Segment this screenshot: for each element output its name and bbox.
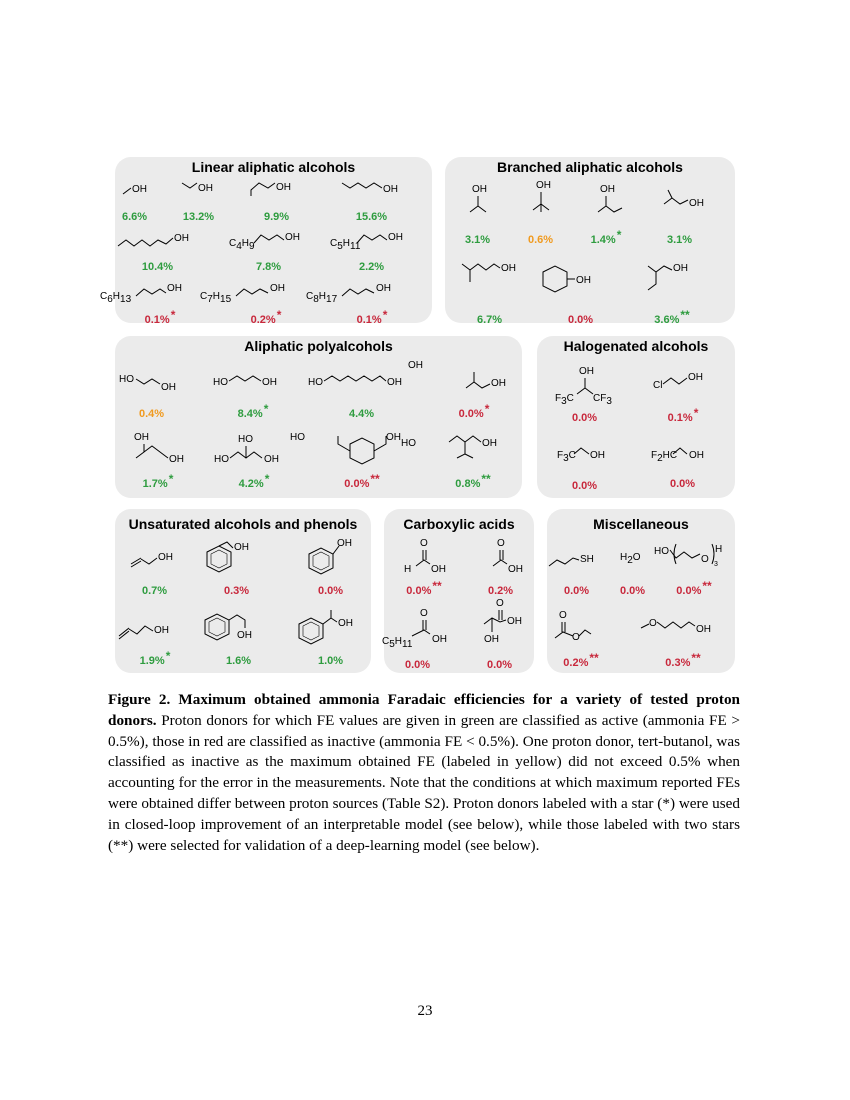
fe-value: 0.0% [571, 480, 598, 492]
svg-text:OH: OH [491, 378, 506, 389]
fe-value: 0.2% [487, 585, 514, 597]
svg-text:OH: OH [337, 538, 352, 549]
svg-text:OH: OH [689, 198, 704, 209]
svg-text:OH: OH [237, 630, 252, 641]
svg-text:HO: HO [654, 546, 669, 557]
svg-text:O: O [559, 610, 567, 621]
fe-value: 0.0% [619, 585, 646, 597]
svg-text:O: O [572, 632, 580, 643]
svg-text:C8H17: C8H17 [306, 291, 338, 305]
caption-title: Figure 2. Maximum obtained ammonia Faradaic efficiencies for a variety of tested proton donors. [108, 691, 740, 729]
fe-value: 6.6% [121, 211, 148, 223]
svg-text:C4H9: C4H9 [229, 238, 255, 252]
fe-value: 0.1%* [667, 406, 699, 424]
svg-text:F3C: F3C [557, 450, 576, 464]
fe-value: 0.8%** [455, 472, 491, 490]
fe-value: 0.0%** [406, 579, 442, 597]
fe-value: 0.0% [567, 314, 594, 326]
molecule-polyethylene-glycol [634, 540, 754, 620]
figure-caption [108, 690, 740, 856]
panel-title: Unsaturated alcohols and phenols [128, 516, 358, 532]
svg-text:OH: OH [431, 564, 446, 575]
molecule-2-chloroethanol [623, 364, 743, 444]
fe-value: 4.2%* [238, 472, 270, 490]
fe-value: 0.6% [527, 234, 554, 246]
fe-value: 0.4% [138, 408, 165, 420]
svg-text:OH: OH [174, 233, 189, 244]
svg-text:O: O [420, 538, 428, 549]
fe-value: 10.4% [141, 261, 174, 273]
svg-text:OH: OH [198, 183, 213, 194]
svg-text:OH: OH [388, 232, 403, 243]
caption-text: Proton donors for which FE values are given in green are classified as active (ammonia FE > 0.5%), those in red are classified as inactive (ammonia FE < 0.5%). One proton donor, tert-butanol, was classified as inactive as the maximum obtained FE (labeled in yellow) did not exceed 0.5% when accounting for the error in the measurements. Note that the conditions at which maximum reported FEs were obtained differ between proton sources (Table S2). Proton donors labeled with a star (*) were used in closed-loop improvement of an interpretable model (see below), while those labeled with two stars (**) were selected for validation of a deep-learning model (see below). [108, 711, 741, 854]
svg-text:OH: OH [387, 377, 402, 388]
svg-text:F3C: F3C [555, 393, 574, 407]
fe-value: 0.0% [404, 659, 431, 671]
svg-text:OH: OH [132, 184, 147, 195]
svg-text:O: O [497, 538, 505, 549]
svg-text:OH: OH [158, 552, 173, 563]
page-number: 23 [417, 1003, 433, 1019]
molecule-2-ethylbutanol [612, 258, 732, 338]
svg-text:HO: HO [213, 377, 228, 388]
svg-text:OH: OH [338, 618, 353, 629]
svg-text:H: H [404, 564, 412, 575]
panel-title: Halogenated alcohols [563, 338, 709, 354]
svg-text:HO: HO [290, 432, 305, 443]
fe-value: 1.7%* [142, 472, 174, 490]
svg-text:OH: OH [270, 283, 285, 294]
svg-text:Cl: Cl [653, 380, 663, 391]
svg-text:C5H11: C5H11 [330, 238, 361, 252]
fe-value: 8.4%* [237, 402, 269, 420]
svg-text:OH: OH [507, 616, 522, 627]
fe-value: 2.2% [358, 261, 385, 273]
svg-text:O: O [420, 608, 428, 619]
panel-title: Linear aliphatic alcohols [191, 159, 356, 175]
fe-value: 0.7% [141, 585, 168, 597]
fe-value: 0.1%* [356, 308, 388, 326]
fe-value: 1.6% [225, 655, 252, 667]
fe-value: 0.0% [571, 412, 598, 424]
fe-value: 4.4% [348, 408, 375, 420]
molecule-neopentyl-glycol [401, 428, 533, 508]
fe-value: 6.7% [476, 314, 503, 326]
svg-text:OH: OH [484, 634, 499, 645]
svg-text:OH: OH [408, 360, 423, 371]
svg-text:OH: OH [508, 564, 523, 575]
fe-value: 1.4%* [590, 228, 622, 246]
panel-title: Miscellaneous [593, 516, 689, 532]
fe-value: 1.0% [317, 655, 344, 667]
svg-text:HO: HO [214, 454, 229, 465]
fe-value: 0.1%* [144, 308, 176, 326]
fe-value: 3.6%** [654, 308, 690, 326]
svg-text:OH: OH [579, 366, 594, 377]
molecule-1-3-butanediol [408, 358, 534, 438]
svg-text:OH: OH [262, 377, 277, 388]
panel-title: Carboxylic acids [403, 516, 515, 532]
svg-text:OH: OH [696, 624, 711, 635]
svg-text:HO: HO [308, 377, 323, 388]
svg-text:OH: OH [234, 542, 249, 553]
svg-text:OH: OH [167, 283, 182, 294]
fe-value: 3.1% [666, 234, 693, 246]
svg-text:OH: OH [501, 263, 516, 274]
svg-text:OH: OH [576, 275, 591, 286]
fe-value: 15.6% [355, 211, 388, 223]
fe-value: 7.8% [255, 261, 282, 273]
fe-value: 0.0%** [676, 579, 712, 597]
svg-text:OH: OH [472, 184, 487, 195]
svg-text:O: O [701, 554, 709, 565]
fe-value: 3.1% [464, 234, 491, 246]
molecule-difluoroethanol [623, 438, 743, 518]
fe-value: 0.3%** [665, 651, 701, 669]
molecule-isobutanol [620, 182, 740, 262]
fe-value: 0.3% [223, 585, 250, 597]
svg-text:OH: OH [134, 432, 149, 443]
svg-text:OH: OH [600, 184, 615, 195]
svg-text:HO: HO [401, 438, 416, 449]
svg-text:OH: OH [264, 454, 279, 465]
fe-value: 9.9% [263, 211, 290, 223]
fe-value: 13.2% [182, 211, 215, 223]
svg-text:OH: OH [154, 625, 169, 636]
svg-text:OH: OH [276, 182, 291, 193]
svg-text:C5H11: C5H11 [382, 636, 413, 650]
svg-text:OH: OH [386, 432, 401, 443]
svg-text:H2O: H2O [620, 552, 641, 566]
svg-text:3: 3 [714, 561, 718, 568]
svg-text:F2HC: F2HC [651, 450, 678, 464]
panel-title: Branched aliphatic alcohols [497, 159, 683, 175]
fe-value: 0.0% [486, 659, 513, 671]
fe-value: 0.0% [563, 585, 590, 597]
fe-value: 0.2%** [563, 651, 599, 669]
svg-text:C6H13: C6H13 [100, 291, 132, 305]
svg-text:OH: OH [285, 232, 300, 243]
panel-title: Aliphatic polyalcohols [244, 338, 393, 354]
svg-text:C7H15: C7H15 [200, 291, 232, 305]
svg-text:H: H [715, 544, 723, 555]
svg-text:OH: OH [432, 634, 447, 645]
svg-text:OH: OH [536, 180, 551, 191]
svg-text:OH: OH [673, 263, 688, 274]
fe-value: 0.0% [669, 478, 696, 490]
svg-text:O: O [649, 618, 657, 629]
svg-text:OH: OH [169, 454, 184, 465]
fe-value: 1.9%* [139, 649, 171, 667]
fe-value: 0.2%* [250, 308, 282, 326]
fe-value: 0.0%** [344, 472, 380, 490]
fe-value: 0.0%* [458, 402, 490, 420]
svg-text:OH: OH [688, 372, 703, 383]
svg-text:OH: OH [383, 184, 398, 195]
svg-text:HO: HO [119, 374, 134, 385]
svg-text:OH: OH [482, 438, 497, 449]
fe-value: 0.0% [317, 585, 344, 597]
svg-text:SH: SH [580, 554, 594, 565]
svg-text:OH: OH [590, 450, 605, 461]
svg-text:O: O [496, 598, 504, 609]
svg-text:HO: HO [238, 434, 253, 445]
svg-text:OH: OH [376, 283, 391, 294]
svg-text:OH: OH [689, 450, 704, 461]
molecule-methoxybutanol [623, 610, 743, 690]
svg-text:OH: OH [161, 382, 176, 393]
svg-text:CF3: CF3 [593, 393, 612, 407]
